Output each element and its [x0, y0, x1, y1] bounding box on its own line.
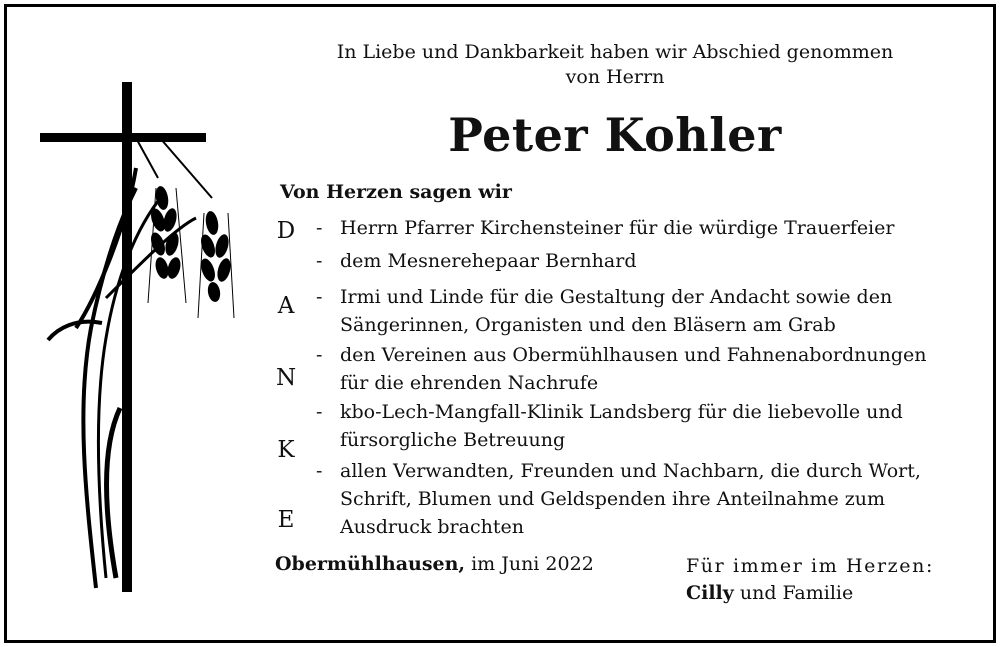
- dash-marker: -: [316, 401, 323, 423]
- dash-marker: -: [316, 250, 323, 272]
- danke-letter-a: A: [277, 293, 295, 319]
- thanks-item-line: dem Mesnerehepaar Bernhard: [340, 250, 637, 272]
- thanks-item-line: Sängerinnen, Organisten und den Bläsern am Grab: [340, 314, 836, 336]
- thanks-item-line: für die ehrenden Nachrufe: [340, 372, 599, 394]
- dash-marker: -: [316, 344, 323, 366]
- signature-rest: und Familie: [733, 582, 854, 604]
- cross-with-wheat-icon: [36, 78, 246, 598]
- intro-line-2: von Herrn: [565, 66, 665, 88]
- thanks-item-line: Schrift, Blumen und Geldspenden ihre Anteilnahme zum: [340, 488, 886, 510]
- signature-name: Cilly: [686, 582, 734, 604]
- thanks-item: [316, 247, 966, 275]
- signature-heading: Für immer im Herzen:: [686, 555, 934, 577]
- intro-line-1: In Liebe und Dankbarkeit haben wir Abschied genommen: [336, 41, 894, 63]
- thanks-item: [316, 398, 966, 454]
- thanks-item-line: Irmi und Linde für die Gestaltung der Andacht sowie den: [340, 286, 893, 308]
- thanks-item-line: den Vereinen aus Obermühlhausen und Fahnenabordnungen: [340, 344, 927, 366]
- thanks-heading: Von Herzen sagen wir: [280, 181, 512, 203]
- danke-letter-e: E: [277, 507, 295, 533]
- thanks-item: [316, 214, 966, 242]
- place-name: Obermühlhausen,: [275, 553, 466, 575]
- danke-letter-n: N: [275, 365, 297, 391]
- dash-marker: -: [316, 217, 323, 239]
- deceased-name: Peter Kohler: [448, 108, 782, 162]
- signature-line: [686, 580, 934, 607]
- thanks-item-line: fürsorgliche Betreuung: [340, 429, 566, 451]
- signature-block: [686, 553, 934, 607]
- dash-marker: -: [316, 286, 323, 308]
- thanks-item-line: allen Verwandten, Freunden und Nachbarn, die durch Wort,: [340, 460, 921, 482]
- thanks-item: [316, 341, 966, 397]
- danke-letter-d: D: [276, 218, 296, 244]
- danke-letter-k: K: [277, 437, 295, 463]
- place-date: [275, 553, 594, 575]
- intro-text: [310, 40, 920, 90]
- thanks-item-line: Herrn Pfarrer Kirchensteiner für die würdige Trauerfeier: [340, 217, 895, 239]
- thanks-item: [316, 457, 966, 541]
- thanks-item-line: Ausdruck brachten: [340, 516, 524, 538]
- dash-marker: -: [316, 460, 323, 482]
- date-text: im Juni 2022: [465, 553, 594, 575]
- thanks-item-line: kbo-Lech-Mangfall-Klinik Landsberg für die liebevolle und: [340, 401, 903, 423]
- thanks-item: [316, 283, 966, 339]
